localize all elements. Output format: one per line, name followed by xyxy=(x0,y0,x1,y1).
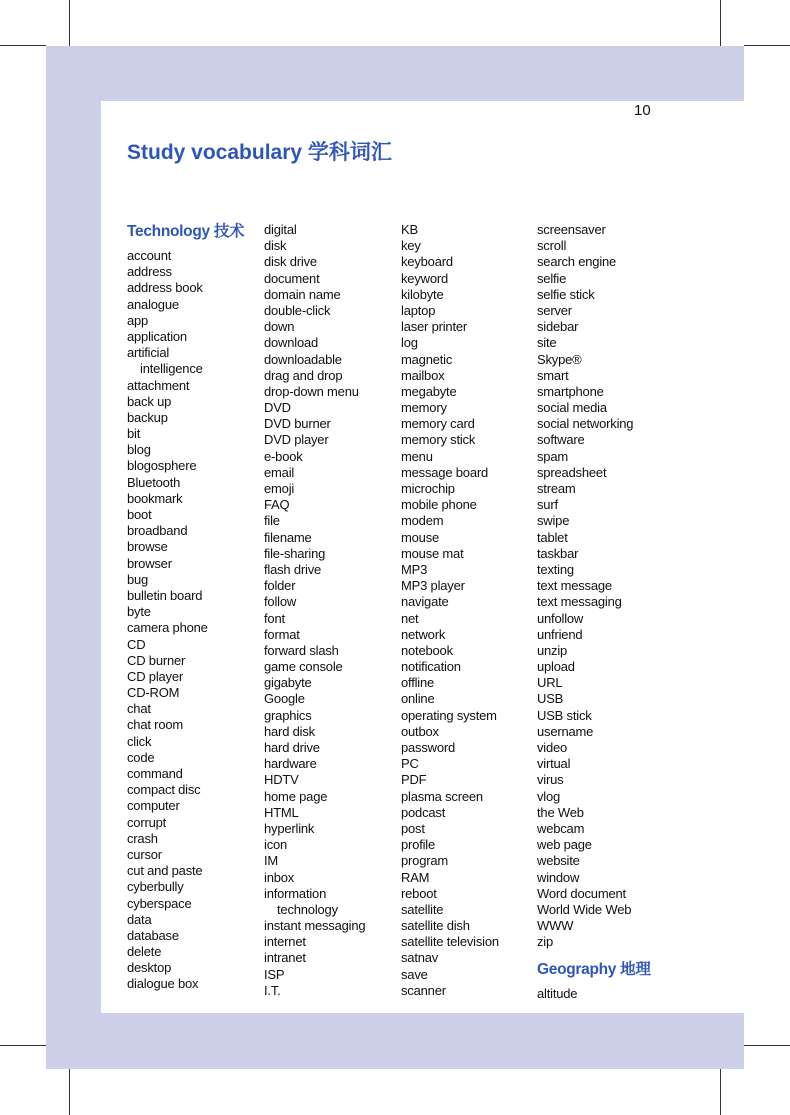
word-list xyxy=(401,222,535,999)
word-item: download xyxy=(264,335,319,351)
word-item: log xyxy=(401,335,418,351)
word-item: memory card xyxy=(401,416,475,432)
word-item: broadband xyxy=(127,523,188,539)
word-item: message board xyxy=(401,464,489,480)
word-item: post xyxy=(401,820,425,836)
word-item: home page xyxy=(264,788,328,804)
word-item: unzip xyxy=(537,642,568,658)
word-item: the Web xyxy=(537,804,584,820)
word-item: CD-ROM xyxy=(127,685,180,701)
word-item: desktop xyxy=(127,960,172,976)
word-item: URL xyxy=(537,675,563,691)
word-item: e-book xyxy=(264,448,303,464)
word-item: search engine xyxy=(537,254,617,270)
word-item: information xyxy=(264,885,327,901)
word-item: menu xyxy=(401,448,433,464)
word-item: upload xyxy=(537,659,575,675)
word-item: cut and paste xyxy=(127,863,203,879)
word-item: altitude xyxy=(537,986,578,1002)
word-column-4 xyxy=(537,222,671,1003)
crop-mark xyxy=(0,45,46,46)
word-item: server xyxy=(537,302,572,318)
word-item: Skype® xyxy=(537,351,582,367)
word-item: analogue xyxy=(127,296,179,312)
word-item: artificial xyxy=(127,345,170,361)
word-item: file-sharing xyxy=(264,545,326,561)
word-item: address xyxy=(127,264,172,280)
word-item: surf xyxy=(537,497,558,513)
word-item: intelligence xyxy=(140,361,203,377)
word-item: password xyxy=(401,740,456,755)
word-item: web page xyxy=(537,837,592,853)
word-item: podcast xyxy=(401,804,446,820)
word-item: command xyxy=(127,766,183,781)
word-item: CD burner xyxy=(127,652,186,668)
word-item: profile xyxy=(401,837,436,853)
word-item: flash drive xyxy=(264,561,322,577)
word-item: reboot xyxy=(401,885,437,901)
page-number: 10 xyxy=(634,102,651,119)
word-item: CD xyxy=(127,636,146,652)
word-item: magnetic xyxy=(401,351,453,367)
word-item: memory stick xyxy=(401,432,476,448)
word-item: keyboard xyxy=(401,254,453,270)
crop-mark xyxy=(69,0,70,46)
word-item: notification xyxy=(401,659,461,675)
word-item: sidebar xyxy=(537,319,579,335)
word-item: mailbox xyxy=(401,367,445,383)
word-item: boot xyxy=(127,507,152,522)
word-item: stream xyxy=(537,481,576,496)
word-column-3 xyxy=(401,222,535,999)
word-item: follow xyxy=(264,594,297,610)
word-item: username xyxy=(537,723,594,739)
word-item: click xyxy=(127,733,152,749)
word-item: key xyxy=(401,238,421,254)
word-item: delete xyxy=(127,944,162,960)
word-item: satellite xyxy=(401,901,444,917)
word-item: memory xyxy=(401,400,447,416)
word-item: MP3 xyxy=(401,561,428,577)
section-title-technology: Technology 技术 xyxy=(127,223,245,240)
word-item: format xyxy=(264,626,300,642)
word-item: code xyxy=(127,749,155,765)
word-item: hard drive xyxy=(264,740,320,755)
word-item: inbox xyxy=(264,869,295,885)
word-item: data xyxy=(127,911,152,927)
word-item: save xyxy=(401,966,428,982)
word-item: drop-down menu xyxy=(264,383,359,399)
section-title-geography: Geography 地理 xyxy=(537,961,651,979)
word-item: offline xyxy=(401,675,435,691)
word-item: mobile phone xyxy=(401,497,477,513)
word-item: plasma screen xyxy=(401,788,483,804)
word-item: navigate xyxy=(401,594,449,610)
word-item: spam xyxy=(537,448,568,464)
word-item: camera phone xyxy=(127,620,208,636)
word-item: PDF xyxy=(401,772,427,788)
word-item: font xyxy=(264,610,285,626)
word-item: taskbar xyxy=(537,545,579,561)
word-item: hard disk xyxy=(264,723,315,739)
word-item: technology xyxy=(277,901,338,917)
word-item: down xyxy=(264,319,295,335)
word-column-2 xyxy=(264,222,398,999)
word-item: disk xyxy=(264,238,287,254)
word-item: spreadsheet xyxy=(537,464,607,480)
word-item: satellite television xyxy=(401,934,499,950)
word-column-1 xyxy=(127,222,261,993)
word-list xyxy=(537,222,671,950)
word-item: PC xyxy=(401,756,419,772)
word-item: texting xyxy=(537,561,574,577)
word-item: double-click xyxy=(264,302,331,318)
word-item: DVD xyxy=(264,400,291,416)
word-item: HDTV xyxy=(264,772,299,788)
word-item: HTML xyxy=(264,804,299,820)
word-item: scanner xyxy=(401,982,446,998)
word-item: DVD player xyxy=(264,432,329,448)
word-item: microchip xyxy=(401,481,455,496)
word-item: account xyxy=(127,248,172,263)
word-item: cyberspace xyxy=(127,895,192,911)
word-item: Google xyxy=(264,691,305,707)
word-item: bug xyxy=(127,571,149,587)
word-item: graphics xyxy=(264,707,312,723)
word-item: keyword xyxy=(401,270,449,286)
word-item: browser xyxy=(127,555,172,571)
word-item: video xyxy=(537,740,568,755)
word-item: net xyxy=(401,610,419,626)
word-item: computer xyxy=(127,798,180,814)
word-item: cursor xyxy=(127,846,162,862)
word-item: satnav xyxy=(401,950,439,966)
word-item: folder xyxy=(264,578,296,594)
word-item: window xyxy=(537,869,580,885)
word-item: dialogue box xyxy=(127,976,199,992)
crop-mark xyxy=(720,0,721,46)
word-list xyxy=(127,248,261,993)
word-item: USB xyxy=(537,691,564,707)
word-item: forward slash xyxy=(264,642,339,658)
word-item: chat room xyxy=(127,717,184,733)
word-list xyxy=(264,222,398,999)
word-item: virtual xyxy=(537,756,571,772)
word-item: I.T. xyxy=(264,982,281,998)
word-item: compact disc xyxy=(127,782,201,798)
word-item: Bluetooth xyxy=(127,474,181,490)
word-item: online xyxy=(401,691,435,707)
word-item: swipe xyxy=(537,513,570,529)
word-item: bulletin board xyxy=(127,587,203,603)
word-item: megabyte xyxy=(401,383,457,399)
word-item: internet xyxy=(264,934,306,950)
word-item: selfie xyxy=(537,270,567,286)
word-item: tablet xyxy=(537,529,568,545)
word-item: hardware xyxy=(264,756,317,772)
word-item: backup xyxy=(127,409,168,425)
word-item: hyperlink xyxy=(264,820,315,836)
word-item: corrupt xyxy=(127,814,167,830)
word-item: mouse mat xyxy=(401,545,464,561)
word-item: World Wide Web xyxy=(537,901,632,917)
word-item: game console xyxy=(264,659,343,675)
word-item: unfriend xyxy=(537,626,583,642)
word-item: mouse xyxy=(401,529,440,545)
word-item: USB stick xyxy=(537,707,592,723)
word-item: address book xyxy=(127,280,203,296)
crop-mark xyxy=(69,1069,70,1115)
word-item: WWW xyxy=(537,918,574,934)
word-item: software xyxy=(537,432,585,448)
word-item: emoji xyxy=(264,481,295,496)
word-item: operating system xyxy=(401,707,497,723)
word-item: social media xyxy=(537,400,607,416)
word-item: FAQ xyxy=(264,497,290,513)
word-item: email xyxy=(264,464,295,480)
word-item: bookmark xyxy=(127,490,183,506)
word-item: RAM xyxy=(401,869,430,885)
word-item: browse xyxy=(127,539,168,555)
word-item: CD player xyxy=(127,668,183,684)
word-item: domain name xyxy=(264,286,341,302)
word-item: icon xyxy=(264,837,288,853)
crop-mark xyxy=(0,1045,46,1046)
word-item: site xyxy=(537,335,557,351)
word-item: byte xyxy=(127,604,151,620)
word-item: ISP xyxy=(264,966,285,982)
word-item: gigabyte xyxy=(264,675,312,691)
word-item: laptop xyxy=(401,302,436,318)
word-item: virus xyxy=(537,772,564,788)
crop-mark xyxy=(744,45,790,46)
word-item: app xyxy=(127,312,149,328)
word-item: DVD burner xyxy=(264,416,331,432)
word-item: satellite dish xyxy=(401,918,470,934)
word-item: instant messaging xyxy=(264,918,366,934)
word-item: Word document xyxy=(537,885,626,901)
word-item: social networking xyxy=(537,416,634,432)
word-item: back up xyxy=(127,393,172,409)
word-item: crash xyxy=(127,830,158,846)
word-item: unfollow xyxy=(537,610,584,626)
word-item: text messaging xyxy=(537,594,622,610)
word-item: text message xyxy=(537,578,612,594)
word-item: zip xyxy=(537,934,554,950)
word-item: modem xyxy=(401,513,444,529)
word-item: document xyxy=(264,270,320,286)
word-item: blogosphere xyxy=(127,458,197,474)
crop-mark xyxy=(720,1069,721,1115)
word-item: blog xyxy=(127,442,151,458)
word-item: website xyxy=(537,853,580,869)
word-item: kilobyte xyxy=(401,286,444,302)
word-item: smartphone xyxy=(537,383,604,399)
word-item: bit xyxy=(127,426,141,442)
word-item: drag and drop xyxy=(264,367,343,383)
word-item: cyberbully xyxy=(127,879,184,895)
word-item: attachment xyxy=(127,377,190,393)
word-item: digital xyxy=(264,222,297,237)
word-item: file xyxy=(264,513,280,529)
word-item: smart xyxy=(537,367,569,383)
word-item: laser printer xyxy=(401,319,468,335)
word-item: filename xyxy=(264,529,312,545)
crop-mark xyxy=(744,1045,790,1046)
word-item: disk drive xyxy=(264,254,317,270)
word-item: downloadable xyxy=(264,351,342,367)
word-item: database xyxy=(127,927,179,943)
word-item: application xyxy=(127,328,187,344)
word-item: screensaver xyxy=(537,222,606,237)
word-item: MP3 player xyxy=(401,578,465,594)
word-item: program xyxy=(401,853,449,869)
word-item: intranet xyxy=(264,950,306,966)
word-item: selfie stick xyxy=(537,286,595,302)
word-item: chat xyxy=(127,701,151,717)
page-title: Study vocabulary 学科词汇 xyxy=(127,141,392,164)
word-item: scroll xyxy=(537,238,567,254)
word-item: notebook xyxy=(401,642,453,658)
word-item: KB xyxy=(401,222,418,237)
word-item: vlog xyxy=(537,788,561,804)
word-item: outbox xyxy=(401,723,439,739)
word-item: webcam xyxy=(537,820,585,836)
word-item: IM xyxy=(264,853,279,869)
word-item: network xyxy=(401,626,446,642)
word-list-geography xyxy=(537,986,671,1002)
